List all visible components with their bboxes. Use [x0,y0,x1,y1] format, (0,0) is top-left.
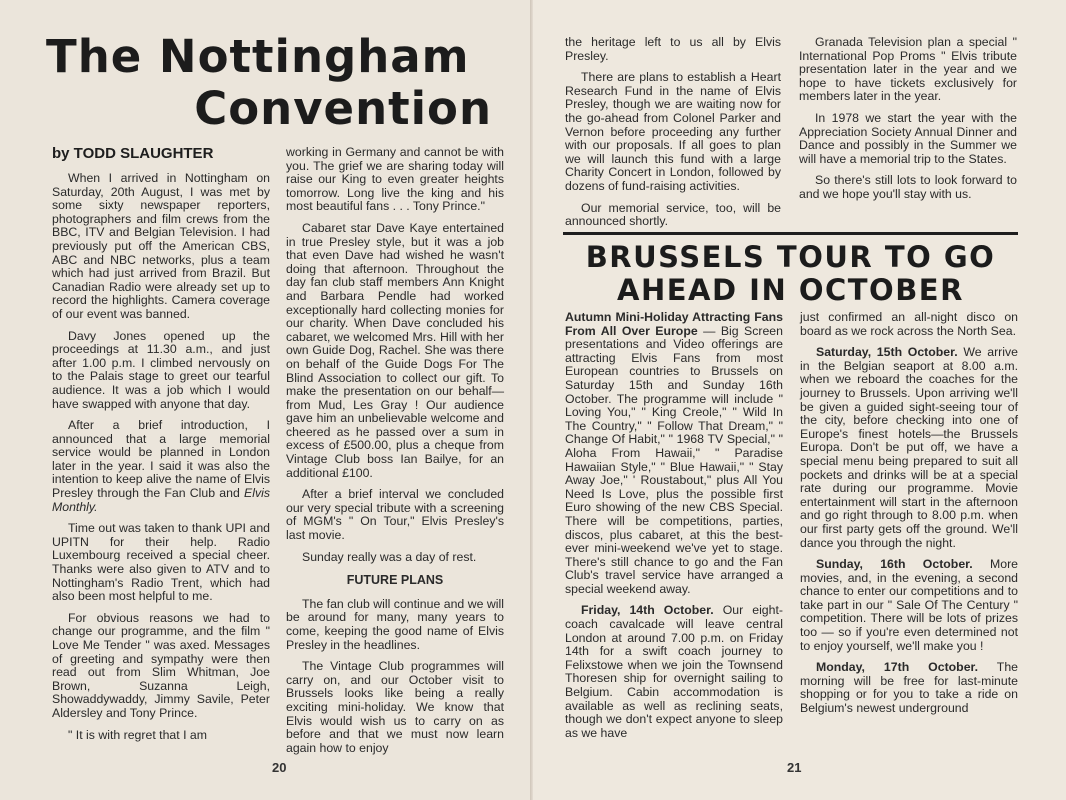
paragraph: Time out was taken to thank UPI and UPITN for their help. Radio Luxembourg received a special cheer. Thanks were also given to ATV and to Nottingham's Radio Trent, which had also been most helpful to me. [52,521,270,604]
paragraph: the heritage left to us all by Elvis Presley. [565,35,781,63]
paragraph: There are plans to establish a Heart Research Fund in the name of Elvis Presley, though we are waiting now for the go-ahead from Colonel Parker and Vernon before proceeding any further with our proposals. If all goes to plan we will launch this fund with a large Charity Concert in London, followed by dozens of fund-raising activities. [565,70,781,193]
headline-line1: BRUSSELS TOUR TO GO [585,240,996,274]
paragraph: Friday, 14th October. Our eight-coach cavalcade will leave central London at around 7.00 p.m. on Friday 14th for a swift coach journey to Felixstowe when we join the Townsend Thoresen ship for overnight sailing to Belgium. Cabin accommodation is available as well as reclining seats, though we don't expect anyone to sleep as we have [565,603,783,740]
paragraph: Monday, 17th October. The morning will be free for last-minute shopping or for you to take a ride on Belgium's newest underground [800,660,1018,716]
paragraph: working in Germany and cannot be with you. The grief we are sharing today will raise our King to even greater heights tomorrow. Long live the king and his most beautiful fans . . . Tony Prince." [286,145,504,214]
paragraph: Granada Television plan a special " International Pop Proms " Elvis tribute presentation later in the year and we hope to have tickets exclusively for members later in the year. [799,35,1017,104]
paragraph: So there's still lots to look forward to and we hope you'll stay with us. [799,173,1017,201]
right-bottom-column-2 [800,311,1018,724]
paragraph: Our memorial service, too, will be announced shortly. [565,200,781,229]
article-title-line2: Convention [194,82,492,135]
page-number: 20 [272,760,287,775]
paragraph: After a brief introduction, I announced that a large memorial service would be planned in London later in the year. I said it was also the intention to keep alive the name of Elvis Presley through the Fan Club and Elvis Monthly. [52,418,270,514]
paragraph: Cabaret star Dave Kaye entertained in true Presley style, but it was a job that even Dave had wished he wasn't doing that afternoon. Throughout the day fan club staff members Ann Knight and Barbara Pendle had worked exceptionally hard collecting monies for our charity. When Dave concluded his cabaret, we welcomed Mrs. Hill with her own Guide Dog, Rachel. She was there on behalf of the Guide Dogs For The Blind Association to collect our gift. To make the presentation on our behalf— from Mud, Les Gray ! Our audience gave him an unbelievable welcome and cheered as he passed over a sum in excess of £500.00, plus a cheque from Vintage Club boss Ian Bailye, for an additional £100. [286,220,504,480]
left-column-2 [286,146,504,763]
left-page [0,0,532,800]
paragraph: After a brief interval we concluded our very special tribute with a screening of MGM's " On Tour," Elvis Presley's last movie. [286,487,504,543]
paragraph: Davy Jones opened up the proceedings at 11.30 a.m., and just after 1.00 p.m. I climbed nervously on to the Palais stage to greet our tearful audience. It was a job which I would have swapped with anyone that day. [52,328,270,411]
paragraph: " It is with regret that I am [68,727,207,742]
paragraph: Saturday, 15th October. We arrive in the Belgian seaport at 8.00 a.m. when we reboard the coaches for the journey to Brussels. Upon arriving we'll be given a guided sight-seeing tour of the city, before checking into one of Europe's finest hotels—the Brussels Europa. Don't be put off, we have a special menu being prepared to suit all pockets and drinks will be at a special rate during our programme. Movie entertainment will start in the afternoon and go right through to 8.00 p.m. when our first party gets off the ground. We'll dance you through the night. [800,345,1018,550]
page-number: 21 [787,760,802,775]
paragraph: just confirmed an all-night disco on board as we rock across the North Sea. [800,310,1018,338]
headline-line2: AHEAD IN OCTOBER [617,273,964,307]
paragraph: The Vintage Club programmes will carry on, and our October visit to Brussels looks like being a really exciting mini-holiday. We know that Elvis would wish us to carry on as before and that we must now learn again how to enjoy [286,659,504,755]
right-top-column-1 [565,36,781,237]
left-column-1 [52,172,270,750]
section-divider [563,232,1018,235]
paragraph: Sunday really was a day of rest. [302,549,477,564]
paragraph: Autumn Mini-Holiday Attracting Fans From All Over Europe — Big Screen presentations and Video offerings are attracting Elvis Fans from most European countries to Brussels on Saturday 15th and Sunday 16th October. The programme will include " Loving You," " King Creole," " Wild In The Country," " Follow That Dream," " Change Of Habit," " 1968 TV Special," " Aloha From Hawaii," " Paradise Hawaiian Style," " Blue Hawaii," " Stay Away Joe," ' Roustabout," plus All You Need Is Love, plus the possible first Euro showing of the new CBS Special. There will be competitions, parties, discos, plus cabaret, at this the best-ever mini-weekend we've yet to stage. There's still chance to go and the Fan Club's travel service have arranged a special weekend away. [565,310,783,596]
paragraph: For obvious reasons we had to change our programme, and the film " Love Me Tender " was axed. Messages of greeting and sympathy were then read out from Slim Whitman, Joe Brown, Suzanna Leigh, Showaddywaddy, Jimmy Savile, Peter Aldersley and Tony Prince. [52,610,270,720]
byline: by TODD SLAUGHTER [52,145,214,162]
paragraph: In 1978 we start the year with the Appreciation Society Annual Dinner and Dance and possibly in the Summer we will have a memorial trip to the States. [799,110,1017,166]
paragraph: Sunday, 16th October. More movies, and, in the evening, a second chance to enter our competitions and to take part in our " Sale Of The Century " competition. There will be lots of prizes too — so if you're even determined not to enjoy yourself, we'll make you ! [800,557,1019,653]
paragraph: When I arrived in Nottingham on Saturday, 20th August, I was met by some sixty newspaper reporters, photographers and film crews from the BBC, ITV and Belgian Television. I had previously put off the American CBS, ABC and NBC networks, plus a team which had just arrived from Brazil. But Canadian Radio were already set up to record the highlights. Camera coverage of our event was banned. [52,171,270,321]
paragraph: The fan club will continue and we will be around for many, many years to come, keeping the good name of Elvis Presley in the headlines. [286,596,504,652]
section-heading: FUTURE PLANS [346,573,444,588]
right-bottom-column-1 [565,311,783,748]
article-title-line1: The Nottingham [46,30,470,83]
right-top-column-2 [799,36,1017,210]
